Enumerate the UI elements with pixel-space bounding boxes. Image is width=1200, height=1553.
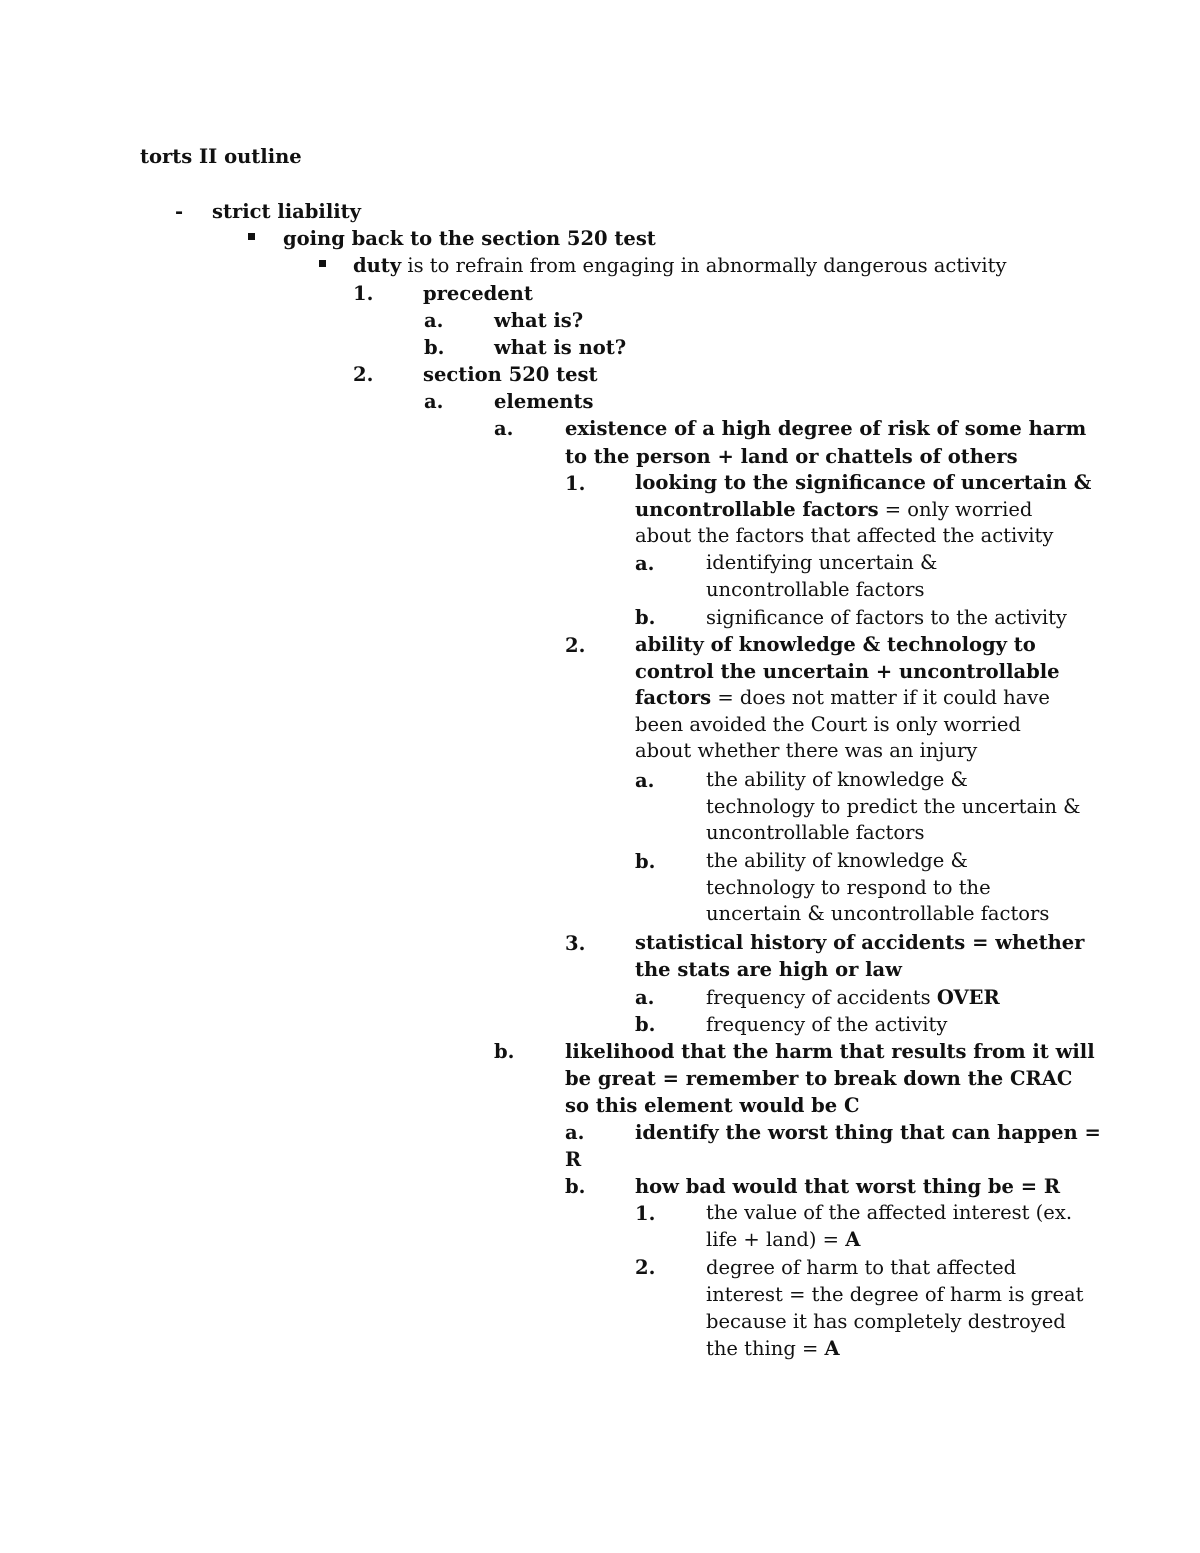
subitem-respond-factors — [706, 848, 1049, 928]
text-line: control the uncertain + uncontrollable — [635, 659, 1060, 683]
inline-text: the thing = — [706, 1337, 825, 1360]
marker-b: b. — [635, 1013, 656, 1036]
subitem-predict-factors — [706, 767, 1080, 847]
text-line: been avoided the Court is only worried — [635, 712, 1021, 736]
subitem-frequency-of-accidents — [706, 984, 1000, 1011]
marker-b: b. — [565, 1175, 586, 1198]
text-line — [635, 685, 1060, 712]
text-line: be great = remember to break down the CRAC — [565, 1067, 1073, 1090]
inline-text: frequency of accidents — [706, 986, 937, 1009]
section-strict-liability: strict liability — [212, 200, 361, 223]
marker-a: a. — [565, 1121, 585, 1144]
subitem-how-bad: how bad would that worst thing be = R — [635, 1175, 1061, 1198]
subitem-worst-thing — [635, 1119, 1101, 1146]
marker-b: b. — [424, 336, 445, 359]
text-line: technology to respond to the — [706, 875, 991, 899]
item-section-520-test-2: section 520 test — [423, 363, 598, 386]
inline-text: = only worried — [878, 497, 1033, 521]
text-line: R — [565, 1148, 582, 1171]
item-elements: elements — [494, 390, 594, 413]
text-line: identifying uncertain & — [706, 551, 938, 574]
text-line: the value of the affected interest (ex. — [706, 1201, 1073, 1224]
marker-a: a. — [424, 309, 444, 332]
dash-marker: - — [175, 200, 184, 223]
factor-significance — [635, 470, 1091, 550]
item-section-520-test: going back to the section 520 test — [283, 227, 656, 250]
marker-1: 1. — [565, 472, 586, 495]
text-line: the stats are high or law — [635, 957, 902, 981]
subitem-identifying-factors — [706, 550, 937, 603]
text-line: technology to predict the uncertain & — [706, 794, 1081, 818]
text-line: likelihood that the harm that results from it will — [565, 1040, 1095, 1063]
marker-b: b. — [494, 1040, 515, 1063]
bold-term: A — [824, 1337, 840, 1360]
marker-2: 2. — [635, 1256, 656, 1279]
text-line: interest = the degree of harm is great — [706, 1283, 1084, 1306]
text-line: so this element would be C — [565, 1094, 860, 1117]
bold-term: factors — [635, 686, 712, 710]
element-likelihood-of-great-harm — [565, 1038, 1095, 1119]
square-bullet-icon — [319, 260, 326, 267]
bold-term: uncontrollable factors — [635, 497, 879, 521]
marker-2: 2. — [565, 634, 586, 657]
item-duty — [353, 252, 1007, 279]
text-line: degree of harm to that affected — [706, 1256, 1017, 1279]
marker-a: a. — [635, 769, 655, 792]
text-line: existence of a high degree of risk of some harm — [565, 417, 1087, 440]
marker-2: 2. — [353, 363, 374, 386]
marker-a: a. — [424, 390, 444, 413]
marker-1: 1. — [635, 1202, 656, 1225]
text-line — [635, 497, 1091, 524]
item-precedent: precedent — [423, 282, 533, 305]
bold-term: A — [845, 1227, 861, 1251]
bold-term: OVER — [936, 986, 1000, 1009]
marker-a: a. — [635, 986, 655, 1009]
inline-text: life + land) = — [706, 1227, 846, 1251]
marker-3: 3. — [565, 932, 586, 955]
text-line: about the factors that affected the activity — [635, 524, 1054, 547]
text-line: uncontrollable factors — [706, 577, 925, 601]
text-line: looking to the significance of uncertain & — [635, 471, 1092, 494]
text-line: to the person + land or chattels of others — [565, 444, 1018, 468]
marker-a: a. — [494, 417, 514, 440]
marker-a: a. — [635, 552, 655, 575]
text-line: uncertain & uncontrollable factors — [706, 902, 1050, 925]
text-line: statistical history of accidents = whether — [635, 931, 1085, 954]
item-what-is: what is? — [494, 309, 584, 332]
square-bullet-icon — [248, 233, 255, 240]
duty-term: duty — [353, 254, 402, 277]
factor-statistical-history — [635, 930, 1084, 983]
text-line: uncontrollable factors — [706, 821, 925, 844]
inline-text: = does not matter if it could have — [711, 686, 1050, 710]
subitem-value-of-interest — [706, 1200, 1072, 1253]
text-line: the ability of knowledge & — [706, 768, 968, 791]
marker-b: b. — [635, 606, 656, 629]
text-line: the ability of knowledge & — [706, 849, 968, 872]
marker-b: b. — [635, 850, 656, 873]
marker-1: 1. — [353, 282, 374, 305]
subitem-frequency-of-activity: frequency of the activity — [706, 1013, 948, 1036]
text-line: identify the worst thing that can happen = — [635, 1121, 1101, 1144]
subitem-significance-of-factors: significance of factors to the activity — [706, 606, 1067, 629]
text-line: because it has completely destroyed — [706, 1310, 1066, 1333]
text-line — [706, 1335, 1083, 1362]
item-what-is-not: what is not? — [494, 336, 627, 359]
subitem-degree-of-harm — [706, 1254, 1083, 1362]
text-line: ability of knowledge & technology to — [635, 633, 1036, 656]
document-title: torts II outline — [140, 145, 302, 168]
text-line — [706, 1227, 1072, 1254]
element-high-degree-of-risk — [565, 415, 1086, 470]
factor-knowledge-technology — [635, 632, 1060, 765]
duty-description: is to refrain from engaging in abnormally dangerous activity — [401, 254, 1007, 277]
text-line: about whether there was an injury — [635, 739, 978, 763]
